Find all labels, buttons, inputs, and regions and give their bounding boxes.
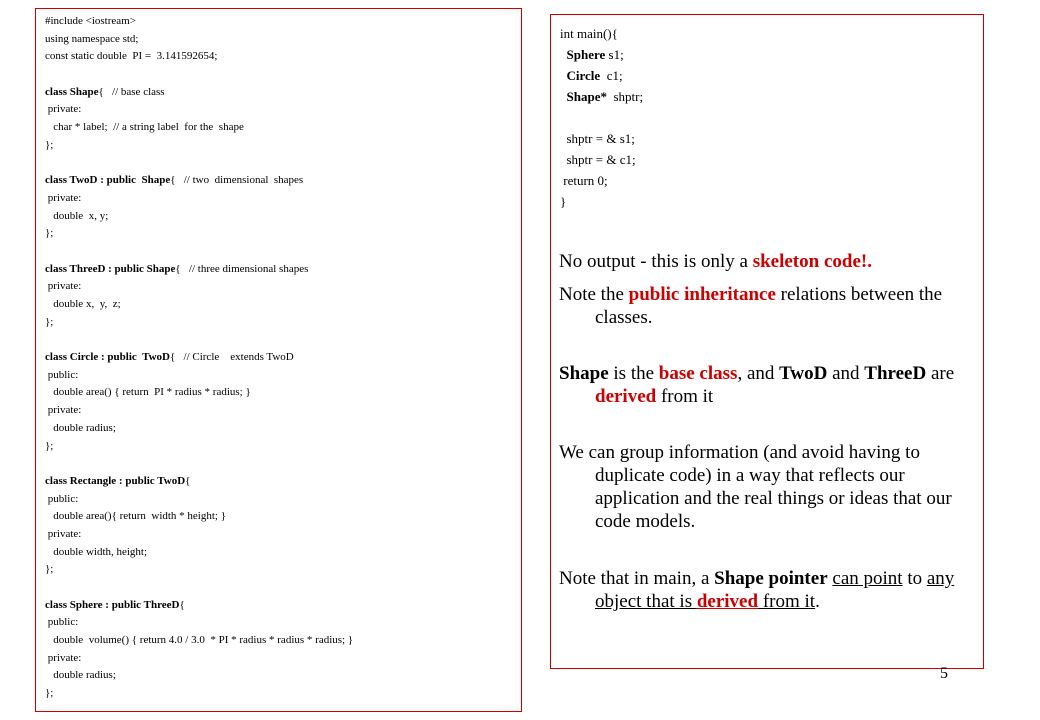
code-line: public: <box>45 492 79 505</box>
code-line: }; <box>45 138 54 151</box>
code-line: }; <box>45 563 54 576</box>
code-line: }; <box>45 315 54 328</box>
note-text: , and <box>737 363 780 384</box>
code-line <box>45 473 353 491</box>
term-twod: TwoD <box>779 363 828 384</box>
code-keyword: Circle <box>566 68 601 83</box>
code-line: double width, height; <box>45 545 148 558</box>
note-text: No output - this is only a <box>559 251 753 272</box>
code-line: double area() { return PI * radius * radius; } <box>45 386 251 399</box>
class-definitions-code <box>45 13 353 703</box>
code-text: { <box>185 474 191 487</box>
highlight-derived: derived <box>595 386 657 407</box>
note-base-class <box>559 362 983 408</box>
code-line: double volume() { return 4.0 / 3.0 * PI * radius * radius * radius; } <box>45 634 354 647</box>
highlight-derived-2: derived <box>696 591 759 612</box>
code-text: { <box>179 598 185 611</box>
code-text: shptr; <box>606 89 644 104</box>
code-line: return 0; <box>560 173 608 188</box>
code-line <box>45 66 353 84</box>
code-keyword: class ThreeD : public Shape <box>45 262 176 275</box>
note-group-information <box>559 441 983 533</box>
note-text: We can group information (and avoid having to duplicate code) in a way that reflects our application and the real things or ideas that our code models. <box>559 442 952 532</box>
note-text: relations between the classes. <box>595 284 943 328</box>
code-line: }; <box>45 227 54 240</box>
code-line <box>45 597 353 615</box>
code-line <box>45 455 353 473</box>
code-line: #include <iostream> <box>45 15 136 27</box>
code-line <box>45 84 353 102</box>
code-line: const static double PI = 3.141592654; <box>45 50 218 63</box>
note-text: . <box>815 591 820 612</box>
code-line <box>45 261 353 279</box>
highlight-base-class: base class <box>658 363 738 384</box>
main-and-notes-panel <box>550 14 984 669</box>
code-line <box>45 243 353 261</box>
code-line: }; <box>45 439 54 452</box>
note-text: is the <box>608 363 659 384</box>
highlight-skeleton-code: skeleton code!. <box>752 251 872 272</box>
term-shape-pointer: Shape pointer <box>714 568 828 589</box>
code-line <box>560 107 643 128</box>
code-line <box>45 155 353 173</box>
note-public-inheritance <box>559 283 983 329</box>
code-line: char * label; // a string label for the shape <box>45 121 244 134</box>
code-keyword: Shape* <box>566 89 607 104</box>
code-line <box>560 44 643 65</box>
code-line: private: <box>45 103 82 116</box>
code-line: private: <box>45 404 82 417</box>
code-line <box>45 172 353 190</box>
code-line: double radius; <box>45 421 116 434</box>
code-line: shptr = & s1; <box>560 131 635 146</box>
code-text: { // two dimensional shapes <box>170 174 304 187</box>
code-line: double area(){ return width * height; } <box>45 510 227 523</box>
code-keyword: class Circle : public TwoD <box>45 351 170 364</box>
note-no-output <box>559 250 983 273</box>
code-line <box>560 65 643 86</box>
code-line <box>45 331 353 349</box>
code-text: { // three dimensional shapes <box>175 262 309 275</box>
note-text: are <box>926 363 955 384</box>
code-keyword: class TwoD : public Shape <box>45 174 171 187</box>
underlined-any-object: any object that is <box>595 568 955 612</box>
code-keyword: class Rectangle : public TwoD <box>45 474 186 487</box>
underlined-from-it: from it <box>758 591 816 612</box>
code-line <box>45 349 353 367</box>
note-shape-pointer <box>559 567 983 613</box>
note-text: Note the <box>559 284 629 305</box>
code-line: double radius; <box>45 669 116 682</box>
code-line: int main(){ <box>560 26 618 41</box>
code-text: s1; <box>605 47 624 62</box>
code-line: private: <box>45 191 82 204</box>
term-shape: Shape <box>559 363 609 384</box>
term-threed: ThreeD <box>864 363 927 384</box>
note-text: Note that in main, a <box>559 568 715 589</box>
code-text: { // Circle extends TwoD <box>169 351 294 364</box>
code-line <box>560 86 643 107</box>
note-text: to <box>902 568 927 589</box>
code-line: shptr = & c1; <box>560 152 636 167</box>
code-line: using namespace std; <box>45 32 139 45</box>
code-line: public: <box>45 368 79 381</box>
code-line: public: <box>45 616 79 629</box>
main-function-code <box>560 23 643 212</box>
underlined-can-point: can point <box>832 568 903 589</box>
note-text: from it <box>656 386 714 407</box>
class-definitions-panel <box>35 8 522 712</box>
code-line: private: <box>45 651 82 664</box>
code-text: { // base class <box>98 85 165 98</box>
notes <box>559 227 983 613</box>
code-keyword: class Shape <box>45 85 99 98</box>
code-line: } <box>560 194 567 209</box>
code-line: private: <box>45 527 82 540</box>
code-line: double x, y, z; <box>45 298 121 310</box>
code-text: c1; <box>600 68 623 83</box>
code-line: double x, y; <box>45 209 109 222</box>
note-text: and <box>827 363 865 384</box>
highlight-public-inheritance: public inheritance <box>628 284 776 305</box>
code-line: }; <box>45 687 54 700</box>
code-line: private: <box>45 280 82 293</box>
page-number: 5 <box>940 665 948 682</box>
code-line <box>45 579 353 597</box>
code-keyword: class Sphere : public ThreeD <box>45 598 180 611</box>
code-keyword: Sphere <box>566 47 606 62</box>
